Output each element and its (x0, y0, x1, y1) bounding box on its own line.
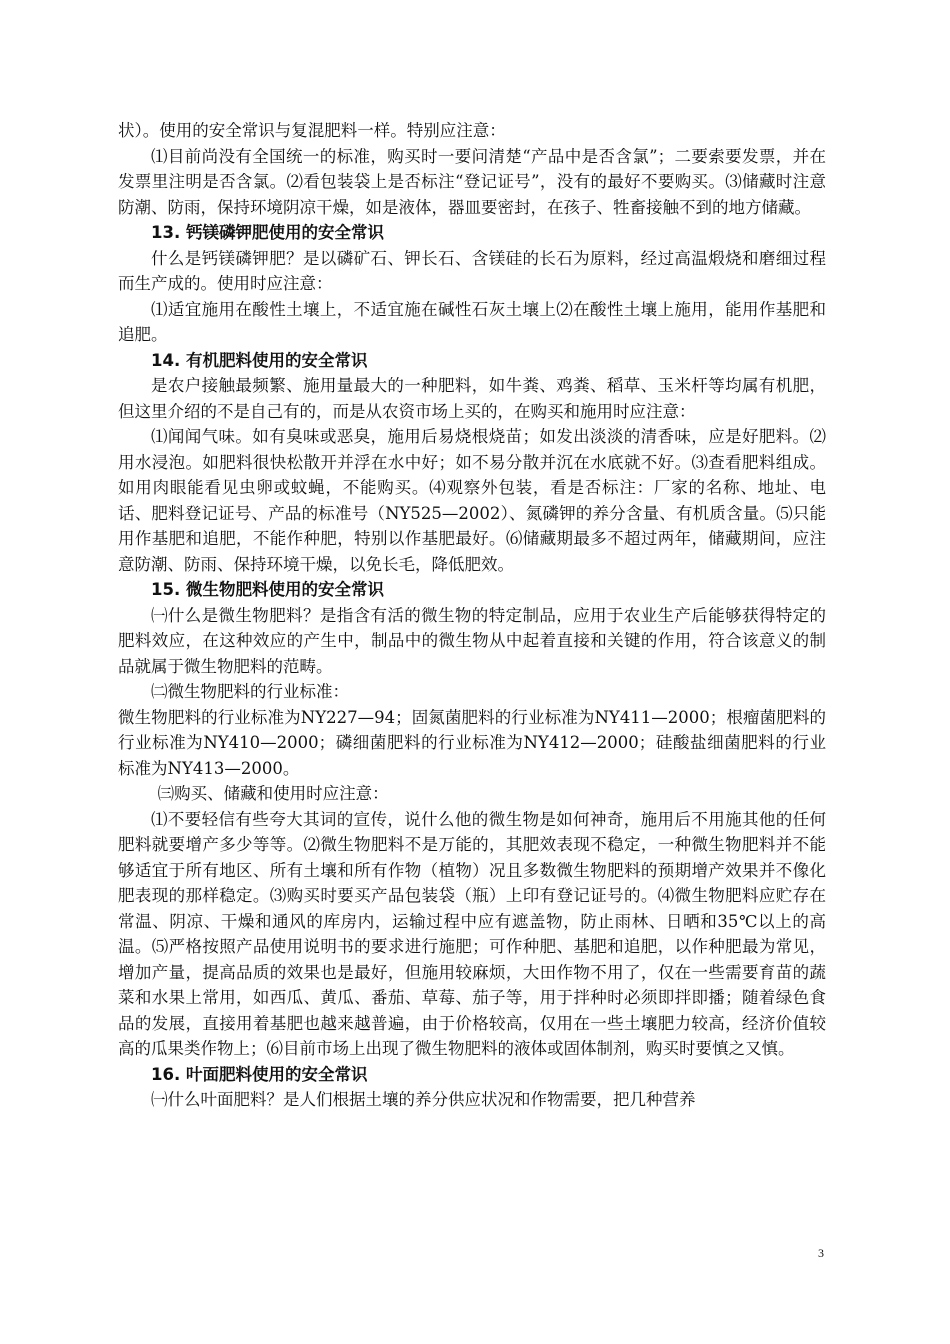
page-number: 3 (818, 1246, 824, 1260)
section-heading: 13. 钙镁磷钾肥使用的安全常识 (151, 223, 384, 242)
paragraph: ㈠什么是微生物肥料？是指含有活的微生物的特定制品，应用于农业生产后能够获得特定的肥料效应，在这种效应的产生中，制品中的微生物从中起着直接和关键的作用，符合该意义的制品就属于微生物肥料的范畴。 (118, 605, 826, 676)
paragraph: ⑴不要轻信有些夸大其词的宣传，说什么他的微生物是如何神奇，施用后不用施其他的任何肥料就要增产多少等等。⑵微生物肥料不是万能的，其肥效表现不稳定，一种微生物肥料并不能够适宜于所有地区、所有土壤和所有作物（植物）况且多数微生物肥料的预期增产效果并不像化肥表现的那样稳定。⑶购买时要买产品包装袋（瓶）上印有登记证号的。⑷微生物肥料应贮存在常温、阴凉、干燥和通风的库房内，运输过程中应有遮盖物，防止雨林、日晒和35℃以上的高温。⑸严格按照产品使用说明书的要求进行施肥；可作种肥、基肥和追肥，以作种肥最为常见，增加产量，提高品质的效果也是最好，但施用较麻烦，大田作物不用了，仅在一些需要育苗的蔬菜和水果上常用，如西瓜、黄瓜、番茄、草莓、茄子等，用于拌种时必须即拌即播；随着绿色食品的发展，直接用着基肥也越来越普遍，由于价格较高，仅用在一些土壤肥力较高，经济价值较高的瓜果类作物上；⑹目前市场上出现了微生物肥料的液体或固体制剂，购买时要慎之又慎。 (118, 809, 826, 1058)
section-heading: 14. 有机肥料使用的安全常识 (151, 350, 368, 370)
paragraph: ㈡微生物肥料的行业标准： (151, 682, 349, 701)
paragraph: ㈢购买、储藏和使用时应注意： (157, 784, 389, 803)
section-heading: 16. 叶面肥料使用的安全常识 (151, 1064, 368, 1084)
paragraph: ⑴闻闻气味。如有臭味或恶臭，施用后易烧根烧苗；如发出淡淡的清香味，应是好肥料。⑵用水浸泡。如肥料很快松散开并浮在水中好；如不易分散并沉在水底就不好。⑶查看肥料组成。如用肉眼能看见虫卵或蚊蝇，不能购买。⑷观察外包装，看是否标注：厂家的名称、地址、电话、肥料登记证号、产品的标准号（NY525—2002）、氮磷钾的养分含量、有机质含量。⑸只能用作基肥和追肥，不能作种肥，特别以作基肥最好。⑹储藏期最多不超过两年，储藏期间，应注意防潮、防雨、保持环境干燥，以免长毛，降低肥效。 (118, 427, 826, 574)
paragraph: 微生物肥料的行业标准为NY227—94；固氮菌肥料的行业标准为NY411—2000；根瘤菌肥料的行业标准为NY410—2000；磷细菌肥料的行业标准为NY412—2000；硅酸盐细菌肥料的行业标准为NY413—2000。 (118, 707, 826, 778)
document-body (118, 118, 826, 1113)
paragraph: 是农户接触最频繁、施用量最大的一种肥料，如牛粪、鸡粪、稻草、玉米杆等均属有机肥，但这里介绍的不是自己有的，而是从农资市场上买的，在购买和施用时应注意： (118, 376, 826, 421)
section-heading: 15. 微生物肥料使用的安全常识 (151, 580, 384, 599)
paragraph: ㈠什么叶面肥料？是人们根据土壤的养分供应状况和作物需要，把几种营养 (151, 1090, 696, 1109)
paragraph: 状）。使用的安全常识与复混肥料一样。特别应注意： (118, 121, 506, 140)
paragraph: ⑴适宜施用在酸性土壤上，不适宜施在碱性石灰土壤上⑵在酸性土壤上施用，能用作基肥和追肥。 (118, 299, 826, 344)
paragraph: ⑴目前尚没有全国统一的标准，购买时一要问清楚“产品中是否含氯”；二要索要发票，并在发票里注明是否含氯。⑵看包装袋上是否标注“登记证号”，没有的最好不要购买。⑶储藏时注意防潮、防雨，保持环境阴凉干燥，如是液体，器皿要密封，在孩子、牲畜接触不到的地方储藏。 (118, 146, 826, 217)
paragraph: 什么是钙镁磷钾肥？是以磷矿石、钾长石、含镁硅的长石为原料，经过高温煅烧和磨细过程而生产成的。使用时应注意： (118, 248, 826, 293)
